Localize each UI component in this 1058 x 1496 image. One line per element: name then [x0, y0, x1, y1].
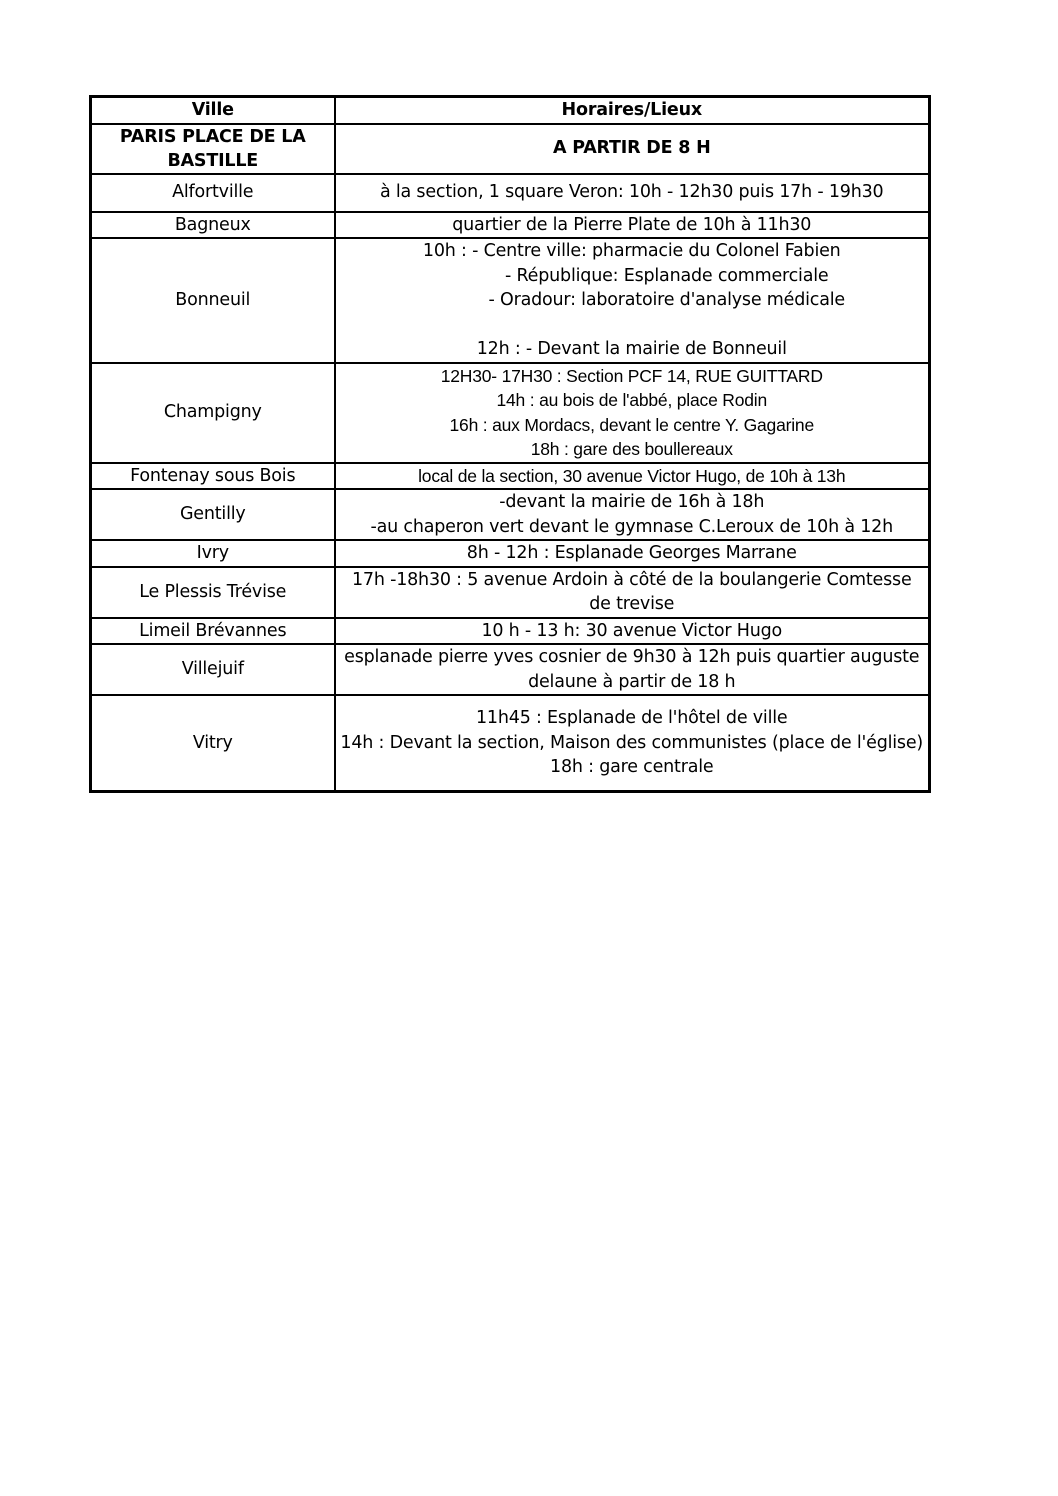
schedule-line: 18h : gare des boullereaux [530, 439, 733, 459]
header-ville: Ville [91, 97, 335, 124]
schedule-line: delaune à partir de 18 h [528, 671, 736, 692]
schedule-line: 12h : - Devant la mairie de Bonneuil [476, 339, 787, 359]
schedule-line: A PARTIR DE 8 H [552, 138, 711, 159]
schedule-line: quartier de la Pierre Plate de 10h à 11h30 [452, 214, 812, 235]
schedule-line: 12H30- 17H30 : Section PCF 14, RUE GUITTARD [440, 365, 823, 386]
schedule-line: 11h45 : Esplanade de l'hôtel de ville [476, 708, 788, 728]
table-row [91, 238, 930, 363]
city-cell: Fontenay sous Bois [91, 463, 335, 490]
table-row [91, 644, 930, 695]
schedule-cell [335, 644, 930, 695]
schedule-cell [335, 174, 930, 212]
city-cell: Le Plessis Trévise [91, 567, 335, 618]
schedule-line: 18h : gare centrale [550, 757, 714, 777]
table-row [91, 212, 930, 239]
schedule-cell [335, 618, 930, 645]
schedule-line: 14h : Devant la section, Maison des communistes (place de l'église) [340, 732, 924, 753]
schedule-line: - République: Esplanade commerciale [505, 265, 829, 286]
schedule-cell [335, 567, 930, 618]
city-cell: Champigny [91, 363, 335, 463]
city-cell: Alfortville [91, 174, 335, 212]
header-row [91, 97, 930, 124]
schedule-cell [335, 489, 930, 540]
city-cell: Bagneux [91, 212, 335, 239]
schedule-line: 10 h - 13 h: 30 avenue Victor Hugo [481, 620, 783, 641]
table-row [91, 174, 930, 212]
schedule-line [338, 313, 927, 338]
city-cell: Gentilly [91, 489, 335, 540]
schedule-table [89, 95, 931, 793]
schedule-cell [335, 124, 930, 174]
table-row [91, 363, 930, 463]
city-cell: Vitry [91, 695, 335, 791]
schedule-line: 16h : aux Mordacs, devant le centre Y. Gagarine [449, 414, 814, 435]
city-cell: Ivry [91, 540, 335, 567]
schedule-cell [335, 212, 930, 239]
schedule-line: - Oradour: laboratoire d'analyse médicale [488, 290, 845, 310]
table-row [91, 489, 930, 540]
schedule-line: de trevise [589, 594, 675, 614]
schedule-line: 17h -18h30 : 5 avenue Ardoin à côté de la boulangerie Comtesse [351, 569, 912, 590]
city-cell: Villejuif [91, 644, 335, 695]
city-cell: Limeil Brévannes [91, 618, 335, 645]
city-name: PARIS PLACE DE LA BASTILLE [119, 126, 306, 171]
schedule-line: esplanade pierre yves cosnier de 9h30 à 12h puis quartier auguste [344, 647, 920, 667]
table-row [91, 695, 930, 791]
schedule-line: 14h : au bois de l'abbé, place Rodin [496, 390, 767, 410]
table-row [91, 463, 930, 490]
schedule-cell [335, 463, 930, 490]
header-horaires: Horaires/Lieux [335, 97, 930, 124]
schedule-line: -devant la mairie de 16h à 18h [499, 492, 765, 512]
schedule-line: 8h - 12h : Esplanade Georges Marrane [466, 543, 797, 563]
table-row [91, 618, 930, 645]
city-cell [91, 124, 335, 174]
schedule-line: à la section, 1 square Veron: 10h - 12h30 puis 17h - 19h30 [380, 182, 884, 203]
schedule-cell [335, 540, 930, 567]
schedule-line: -au chaperon vert devant le gymnase C.Leroux de 10h à 12h [370, 516, 893, 537]
schedule-cell [335, 695, 930, 791]
schedule-cell [335, 363, 930, 463]
schedule-line: local de la section, 30 avenue Victor Hugo, de 10h à 13h [418, 465, 846, 486]
schedule-cell [335, 238, 930, 363]
schedule-line: 10h : - Centre ville: pharmacie du Colonel Fabien [422, 241, 841, 261]
table-row [91, 124, 930, 174]
table-row [91, 567, 930, 618]
city-cell: Bonneuil [91, 238, 335, 363]
table-row [91, 540, 930, 567]
